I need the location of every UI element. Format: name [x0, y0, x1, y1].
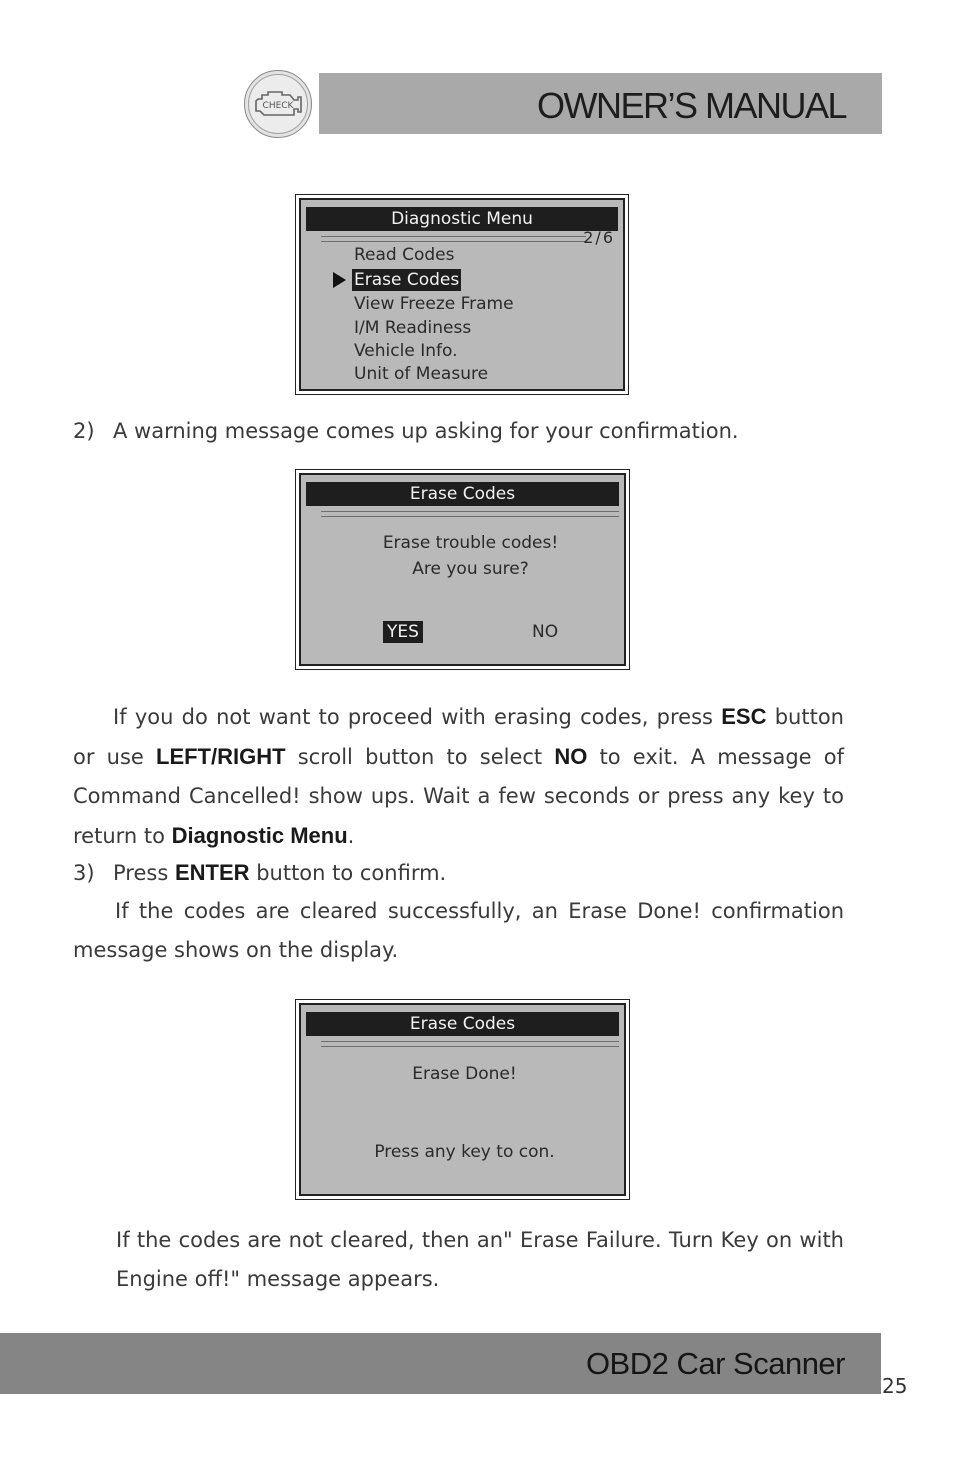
- menu-item-view-freeze-frame[interactable]: View Freeze Frame: [354, 294, 514, 314]
- key-enter: ENTER: [174, 860, 250, 885]
- lcd-erase-confirm: [299, 473, 626, 666]
- screen-title: Erase Codes: [306, 1012, 619, 1036]
- step-3: [73, 853, 853, 893]
- text-segment: scroll button to select: [285, 745, 555, 769]
- selection-arrow-icon: [333, 272, 346, 288]
- no-option[interactable]: NO: [532, 622, 559, 642]
- screen-title: Diagnostic Menu: [306, 207, 618, 231]
- text-segment: button to confirm.: [249, 861, 447, 885]
- header-bar: [319, 73, 882, 134]
- logo-text: CHECK: [262, 101, 294, 111]
- step-number: 3): [73, 861, 95, 885]
- check-engine-logo: [244, 70, 312, 138]
- message-line-1: Erase trouble codes!: [382, 533, 559, 553]
- step-2: [73, 412, 853, 451]
- lcd-erase-done: [299, 1003, 626, 1196]
- yes-option[interactable]: YES: [383, 621, 423, 643]
- key-diagnostic-menu: Diagnostic Menu: [171, 823, 348, 848]
- cancel-instructions: [73, 697, 844, 856]
- menu-item-vehicle-info[interactable]: Vehicle Info.: [354, 341, 458, 361]
- key-esc: ESC: [721, 704, 767, 729]
- erase-done-description: If the codes are cleared successfully, an Erase Done! confirmation message shows on the display.: [73, 899, 844, 962]
- erase-failure-description: If the codes are not cleared, then an" Erase Failure. Turn Key on with Engine off!" message appears.: [116, 1228, 844, 1291]
- menu-item-read-codes[interactable]: Read Codes: [354, 245, 455, 265]
- menu-item-unit-of-measure[interactable]: Unit of Measure: [354, 364, 489, 384]
- screen-title: Erase Codes: [306, 482, 619, 506]
- page-indicator: 2/6: [583, 228, 615, 247]
- product-name: OBD2 Car Scanner: [585, 1346, 845, 1381]
- engine-outline-icon: [252, 87, 304, 121]
- message-line-2: Are you sure?: [412, 559, 529, 579]
- message-line-2: Press any key to con.: [374, 1142, 555, 1162]
- page-number: 25: [882, 1374, 908, 1398]
- text-segment: If you do not want to proceed with erasing codes, press: [113, 705, 722, 729]
- separator-line: [321, 511, 619, 517]
- manual-title: OWNER’S MANUAL: [536, 85, 846, 126]
- engine-icon: [248, 74, 308, 134]
- menu-item-im-readiness[interactable]: I/M Readiness: [354, 318, 472, 338]
- step-number: 2): [73, 419, 95, 443]
- text-segment: Press: [113, 861, 175, 885]
- footer-bar: [0, 1333, 881, 1394]
- text-segment: .: [347, 824, 355, 848]
- separator-line: [321, 1041, 619, 1047]
- separator-line: [321, 236, 586, 242]
- key-no: NO: [554, 744, 588, 769]
- lcd-diagnostic-menu: [299, 198, 625, 391]
- key-left-right: LEFT/RIGHT: [156, 744, 286, 769]
- step-text: A warning message comes up asking for your confirmation.: [113, 419, 739, 443]
- menu-item-erase-codes[interactable]: Erase Codes: [354, 270, 460, 290]
- message-line-1: Erase Done!: [412, 1064, 517, 1084]
- text-segment: button or use: [73, 705, 844, 769]
- text-segment: to exit. A message of Command Cancelled! show ups. Wait a few seconds or press any key to return to: [73, 745, 844, 848]
